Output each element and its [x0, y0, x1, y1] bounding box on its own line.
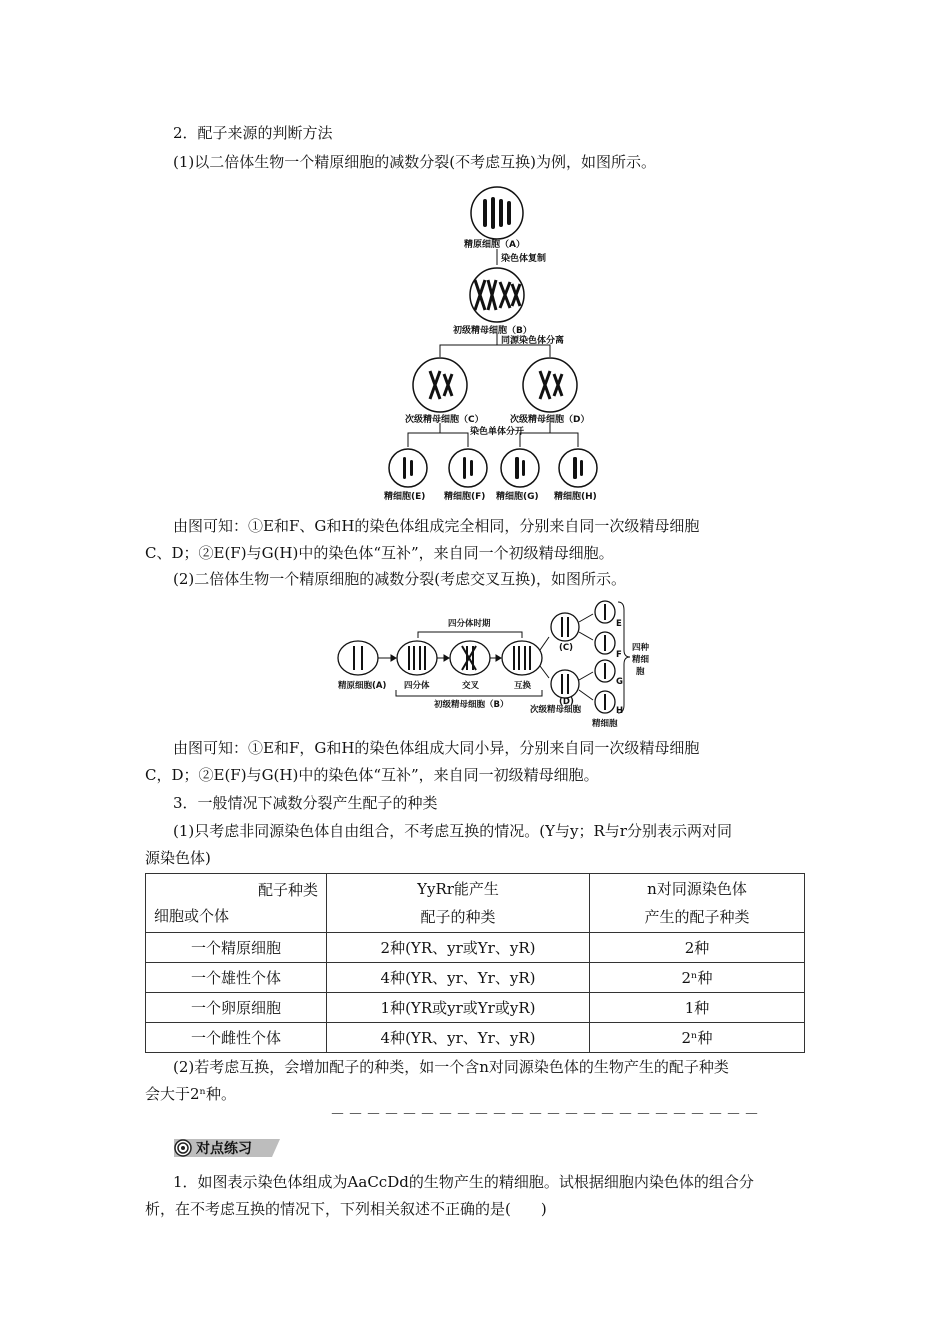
cell-f-circle [449, 449, 487, 487]
row-yyrr-value: 1种(YR或yr或Yr或yR) [327, 993, 590, 1023]
practice-badge-label: 对点练习 [196, 1141, 252, 1157]
fig1-cell-d-label: 次级精母细胞（D） [510, 415, 590, 425]
fig1-step-separation: 同源染色体分离 [501, 336, 565, 346]
fig2-tetrad-label: 四分体 [404, 681, 430, 691]
fig2-e-label: E [616, 619, 622, 629]
fig2-period-label: 四分体时期 [448, 619, 491, 629]
row-n-value: 2ⁿ种 [590, 1023, 805, 1053]
fig2-d-label: (D) [559, 697, 574, 707]
cell-a-oval [338, 641, 378, 675]
fig1-step-chromatid: 染色单体分开 [470, 427, 525, 437]
fig2-cell-a-label: 精原细胞(A) [338, 681, 387, 691]
question-1-line-2: 析，在不考虑互换的情况下，下列相关叙述不正确的是( ) [145, 1200, 547, 1218]
section2-paragraph-1: (1)以二倍体生物一个精原细胞的减数分裂(不考虑互换)为例，如图所示。 [173, 153, 656, 171]
section2-heading: 2．配子来源的判断方法 [173, 124, 333, 142]
exchange-oval [502, 641, 542, 675]
figure-meiosis-with-exchange [330, 600, 670, 730]
cell-c-circle [413, 358, 467, 412]
fig2-f-label: F [616, 650, 622, 660]
section3-paragraph-2-line-2: 会大于2ⁿ种。 [145, 1085, 237, 1103]
figure-meiosis-no-exchange [370, 185, 630, 505]
fig1-cell-a-label: 精原细胞（A） [464, 240, 525, 250]
row-label: 一个精原细胞 [146, 933, 327, 963]
fig2-sperm-label: 精细胞 [592, 719, 618, 729]
conclusion-2-line-1: 由图可知：①E和F，G和H的染色体组成大同小异，分别来自同一次级精母细胞 [173, 739, 700, 757]
fig2-secondary-label: 次级精母细胞 [530, 705, 582, 715]
header-cell-or-individual: 细胞或个体 [154, 907, 230, 925]
fig2-cross-label: 交叉 [462, 681, 480, 691]
cell-d-circle [523, 358, 577, 412]
section3-paragraph-1-line-2: 源染色体) [145, 849, 211, 867]
question-1-line-1: 1．如图表示染色体组成为AaCcDd的生物产生的精细胞。试根据细胞内染色体的组合分 [173, 1173, 754, 1191]
conclusion-2-line-2: C，D；②E(F)与G(H)中的染色体“互补”，来自同一初级精母细胞。 [145, 766, 599, 784]
header-n-pairs-line2: 产生的配子种类 [644, 908, 750, 926]
fig2-four-kinds-3: 胞 [636, 667, 645, 677]
conclusion-1-line-1: 由图可知：①E和F、G和H的染色体组成完全相同，分别来自同一次级精母细胞 [173, 517, 700, 535]
table-header-row [146, 874, 805, 933]
section2-paragraph-2: (2)二倍体生物一个精原细胞的减数分裂(考虑交叉互换)，如图所示。 [173, 570, 626, 588]
row-label: 一个卵原细胞 [146, 993, 327, 1023]
section3-paragraph-1-line-1: (1)只考虑非同源染色体自由组合，不考虑互换的情况。(Y与y；R与r分别表示两对同 [173, 822, 732, 840]
row-label: 一个雄性个体 [146, 963, 327, 993]
fig1-cell-g-label: 精细胞(G) [496, 492, 539, 502]
cell-a-circle [471, 187, 523, 239]
fig2-c-label: (C) [559, 643, 574, 653]
row-label: 一个雌性个体 [146, 1023, 327, 1053]
tetrad-oval [397, 641, 437, 675]
cell-h-circle [559, 449, 597, 487]
table-row [146, 933, 805, 963]
header-yyrr-line2: 配子的种类 [420, 908, 496, 926]
fig1-step-replication: 染色体复制 [501, 254, 547, 264]
row-yyrr-value: 4种(YR、yr、Yr、yR) [327, 963, 590, 993]
fig2-g-label: G [616, 677, 623, 687]
fig1-cell-f-label: 精细胞(F) [444, 492, 486, 502]
table-row [146, 993, 805, 1023]
table-row [146, 963, 805, 993]
header-n-pairs-line1: n对同源染色体 [647, 880, 747, 898]
header-yyrr [327, 874, 590, 933]
section3-paragraph-2-line-1: (2)若考虑互换，会增加配子的种类，如一个含n对同源染色体的生物产生的配子种类 [173, 1058, 729, 1076]
fig1-cell-c-label: 次级精母细胞（C） [405, 415, 484, 425]
gamete-types-table [145, 873, 805, 1053]
cell-g-circle [501, 449, 539, 487]
row-n-value: 2ⁿ种 [590, 963, 805, 993]
fig2-h-label: H [616, 706, 624, 716]
section-divider: －－－－－－－－－－－－－－－－－－－－－－－－ [330, 1105, 763, 1123]
fig2-four-kinds-1: 四种 [632, 643, 650, 653]
fig2-primary-label: 初级精母细胞（B） [434, 700, 509, 710]
header-diagonal-cell [146, 874, 327, 933]
fig1-cell-e-label: 精细胞(E) [384, 492, 426, 502]
row-n-value: 2种 [590, 933, 805, 963]
row-yyrr-value: 4种(YR、yr、Yr、yR) [327, 1023, 590, 1053]
section3-heading: 3．一般情况下减数分裂产生配子的种类 [173, 794, 438, 812]
header-yyrr-line1: YyRr能产生 [417, 880, 499, 898]
fig2-four-kinds-2: 精细 [632, 655, 650, 665]
conclusion-1-line-2: C、D；②E(F)与G(H)中的染色体“互补”，来自同一个初级精母细胞。 [145, 544, 614, 562]
cell-d-oval [551, 670, 579, 698]
header-gamete-type: 配子种类 [257, 881, 318, 899]
row-n-value: 1种 [590, 993, 805, 1023]
row-yyrr-value: 2种(YR、yr或Yr、yR) [327, 933, 590, 963]
fig1-cell-h-label: 精细胞(H) [554, 492, 597, 502]
fig2-exchange-label: 互换 [514, 681, 532, 691]
table-row [146, 1023, 805, 1053]
fig1-cell-b-label: 初级精母细胞（B） [453, 326, 532, 336]
practice-badge [172, 1137, 282, 1159]
cell-e-circle [389, 449, 427, 487]
header-n-pairs [590, 874, 805, 933]
cell-c-oval [551, 613, 579, 641]
